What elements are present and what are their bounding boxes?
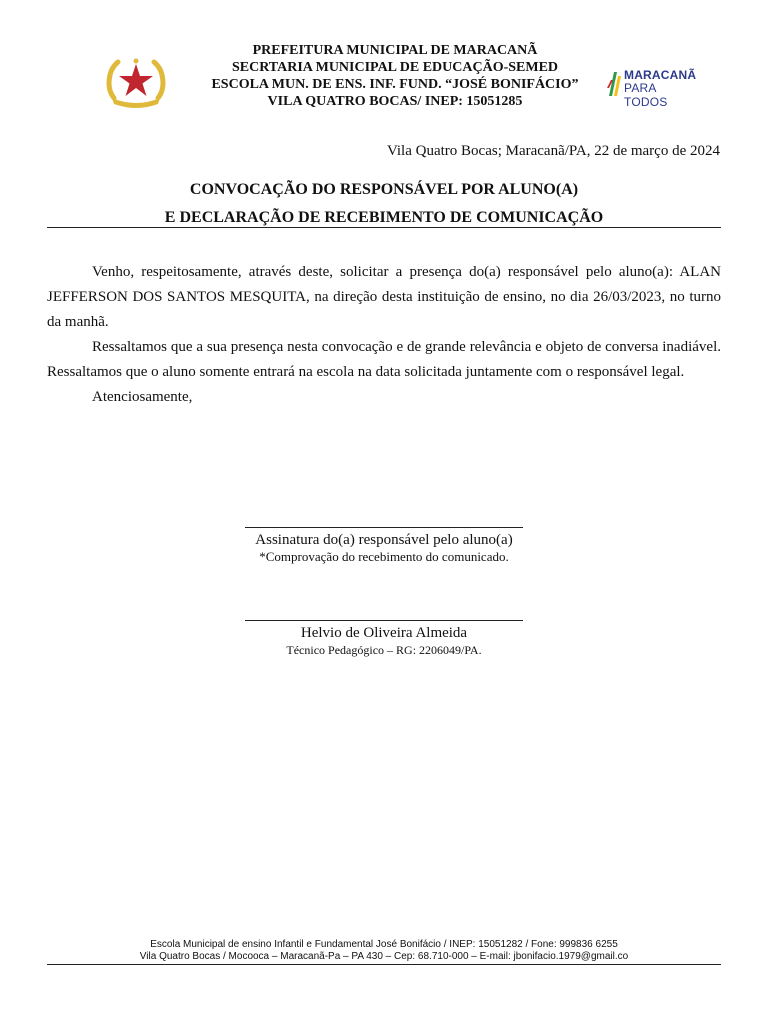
- header-line-escola: ESCOLA MUN. DE ENS. INF. FUND. “JOSÉ BONIFÁCIO”: [211, 77, 579, 92]
- staff-signature-line: [245, 620, 523, 621]
- guardian-signature-label: Assinatura do(a) responsável pelo aluno(a): [255, 532, 513, 548]
- maracana-brand-mark-icon: [606, 68, 624, 98]
- staff-signature-block: [245, 620, 523, 658]
- paragraph-relevance: Ressaltamos que a sua presença nesta convocação e de grande relevância e objeto de conversa inadiável. Ressaltamos que o aluno somente entrará na escola na data solicitada juntamente com o responsável legal.: [47, 339, 721, 380]
- footer-divider: [47, 964, 721, 965]
- letter-body: [47, 260, 721, 410]
- footer-line-1: Escola Municipal de ensino Infantil e Fundamental José Bonifácio / INEP: 15051282 / Fone: 999836 6255: [150, 939, 618, 950]
- paragraph-closing: Atenciosamente,: [92, 389, 193, 405]
- title-divider: [47, 227, 721, 228]
- maracana-para-todos-logo: [606, 68, 697, 109]
- staff-name: Helvio de Oliveira Almeida: [300, 625, 468, 641]
- letterhead-text: [150, 42, 640, 110]
- footer-line-2: Vila Quatro Bocas / Mocooca – Maracanã-Pa – PA 430 – Cep: 68.710-000 – E-mail: jbonifacio.1979@gmail.co: [139, 951, 629, 962]
- brand-name: MARACANÃ: [624, 68, 697, 82]
- header-line-secretaria: SECRTARIA MUNICIPAL DE EDUCAÇÃO-SEMED: [231, 60, 559, 75]
- title-line-1: CONVOCAÇÃO DO RESPONSÁVEL POR ALUNO(A): [189, 181, 579, 198]
- header-line-inep: VILA QUATRO BOCAS/ INEP: 15051285: [267, 94, 523, 109]
- staff-role: Técnico Pedagógico – RG: 2206049/PA.: [286, 643, 482, 657]
- guardian-signature-line: [245, 527, 523, 528]
- paragraph-convocation: Venho, respeitosamente, através deste, solicitar a presença do(a) responsável pelo aluno(a): ALAN JEFFERSON DOS SANTOS MESQUITA, na direção desta instituição de ensino, no dia 26/03/2023, no turno da manhã.: [47, 264, 721, 330]
- date-line: Vila Quatro Bocas; Maracanã/PA, 22 de março de 2024: [386, 143, 720, 159]
- header-line-prefeitura: PREFEITURA MUNICIPAL DE MARACANÃ: [252, 43, 538, 58]
- title-line-2: E DECLARAÇÃO DE RECEBIMENTO DE COMUNICAÇÃO: [164, 209, 604, 226]
- page-footer: [47, 939, 721, 963]
- letterhead: [0, 42, 768, 114]
- brand-tagline: PARA TODOS: [624, 81, 668, 109]
- guardian-signature-block: [245, 527, 523, 565]
- guardian-signature-note: *Comprovação do recebimento do comunicado.: [259, 549, 509, 564]
- document-title: [47, 176, 721, 232]
